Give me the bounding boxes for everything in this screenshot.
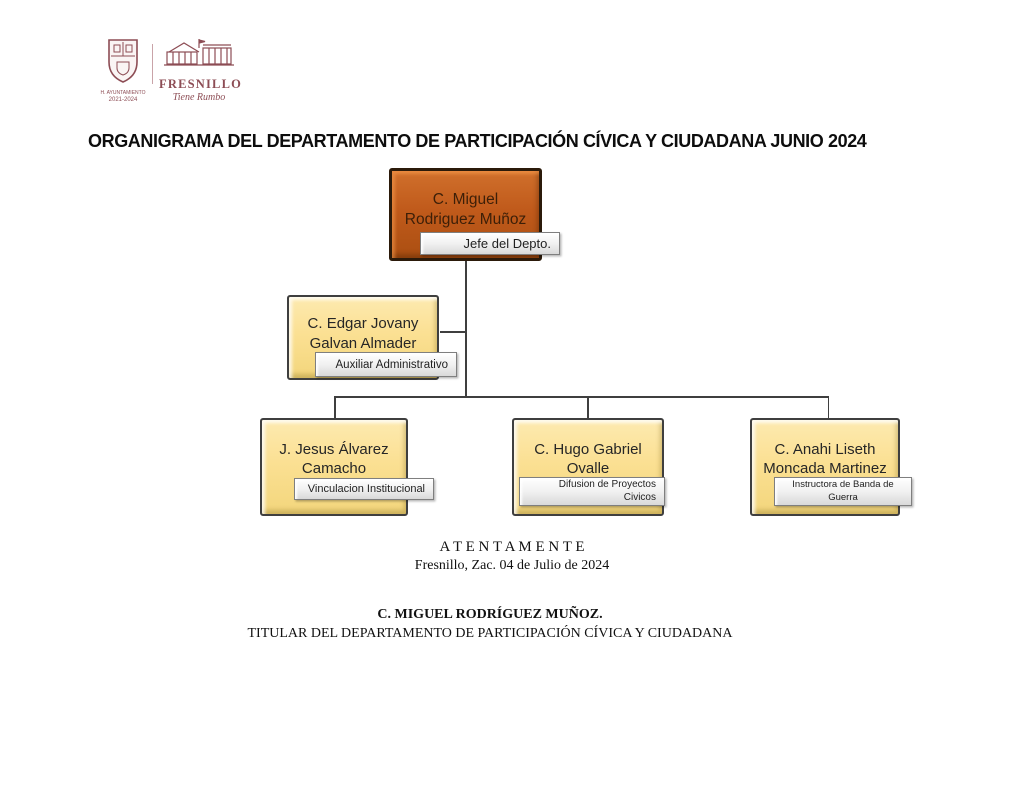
role-tag-label: Instructora de Banda de Guerra <box>792 479 894 503</box>
crest-icon <box>105 71 141 88</box>
org-node-name-line: J. Jesus Álvarez <box>279 440 389 458</box>
role-tag-department-head <box>420 232 560 255</box>
crest-caption <box>100 90 146 104</box>
letterhead-logo <box>100 38 243 104</box>
logo-divider <box>152 44 153 84</box>
role-tag-assistant <box>315 352 457 377</box>
role-tag-banda-guerra <box>774 477 912 506</box>
connector-root-vertical <box>465 256 467 397</box>
org-node-name-line: Camacho <box>301 460 367 477</box>
brand-tagline: Tiene Rumbo <box>172 92 226 103</box>
org-node-name-line: Ovalle <box>566 460 610 477</box>
org-node-name-line: C. Hugo Gabriel <box>534 440 642 458</box>
connector-drop-middle <box>587 396 589 418</box>
dateline: Fresnillo, Zac. 04 de Julio de 2024 <box>414 558 610 573</box>
connector-drop-left <box>334 396 336 418</box>
org-node-name-line: Rodriguez Muñoz <box>404 210 527 228</box>
org-node-vinculacion <box>260 418 408 516</box>
role-tag-label: Vinculacion Institucional <box>307 483 425 495</box>
role-tag-label: Jefe del Depto. <box>463 236 551 251</box>
org-node-name-line: Moncada Martinez <box>763 460 887 477</box>
crest-caption-line2: 2021-2024 <box>108 96 138 103</box>
org-node-name-line: Galvan Almader <box>309 334 417 352</box>
org-node-name-line: C. Miguel <box>432 190 499 208</box>
signatory-title: TITULAR DEL DEPARTAMENTO DE PARTICIPACIÓN CÍVICA Y CIUDADANA <box>247 626 733 641</box>
role-tag-difusion <box>519 477 665 506</box>
brand-block <box>159 38 243 103</box>
role-tag-label: Difusion de Proyectos Civicos <box>558 479 656 503</box>
org-node-name-line: C. Anahi Liseth <box>774 440 876 458</box>
brand-name: FRESNILLO <box>159 77 243 91</box>
role-tag-vinculacion <box>294 478 434 500</box>
signatory-name: C. MIGUEL RODRÍGUEZ MUÑOZ. <box>377 607 603 622</box>
salutation: A T E N T A M E N T E <box>439 539 585 555</box>
connector-drop-right <box>828 396 830 418</box>
connector-assistant-horizontal <box>440 331 466 333</box>
page-title: ORGANIGRAMA DEL DEPARTAMENTO DE PARTICIPACIÓN CÍVICA Y CIUDADANA JUNIO 2024 <box>88 131 867 151</box>
role-tag-label: Auxiliar Administrativo <box>335 358 448 371</box>
crest-caption-line1: H. AYUNTAMIENTO <box>100 90 146 96</box>
connector-main-horizontal <box>334 396 829 398</box>
municipal-palace-icon <box>163 59 235 76</box>
crest-block <box>100 38 146 104</box>
org-node-name-line: C. Edgar Jovany <box>307 315 419 333</box>
